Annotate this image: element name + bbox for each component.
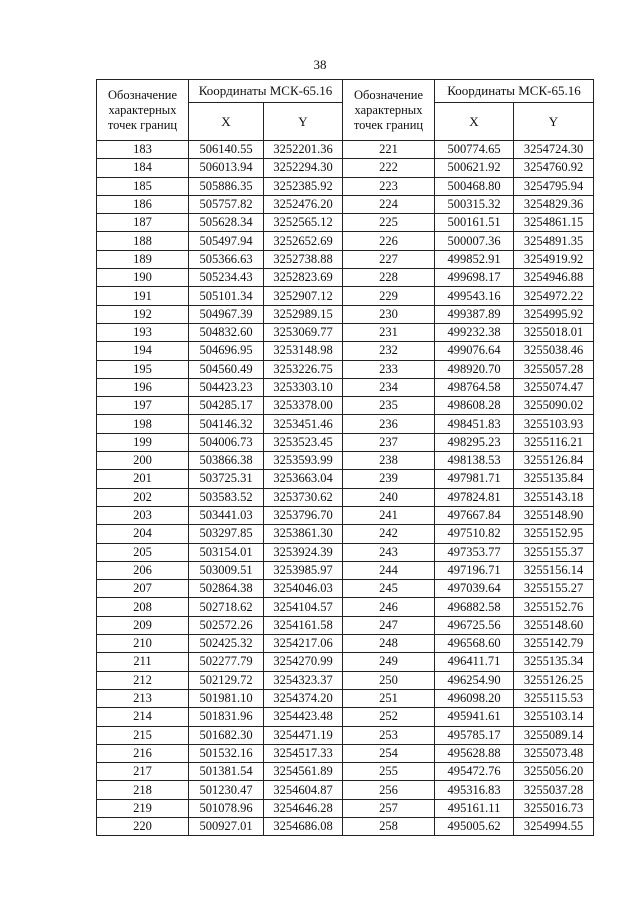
left-point-id: 206 xyxy=(97,561,189,579)
left-point-id: 218 xyxy=(97,781,189,799)
left-y-coord: 3254046.03 xyxy=(264,580,343,598)
right-y-coord: 3254994.55 xyxy=(514,817,594,835)
right-x-coord: 496568.60 xyxy=(435,635,514,653)
right-point-id: 251 xyxy=(343,689,435,707)
left-x-coord: 504560.49 xyxy=(189,360,264,378)
left-point-id: 186 xyxy=(97,195,189,213)
left-point-id: 183 xyxy=(97,141,189,159)
right-x-coord: 498920.70 xyxy=(435,360,514,378)
right-y-coord: 3254919.92 xyxy=(514,250,594,268)
left-y-coord: 3254517.33 xyxy=(264,744,343,762)
left-x-coord: 503583.52 xyxy=(189,488,264,506)
left-y-coord: 3252294.30 xyxy=(264,159,343,177)
table-row xyxy=(97,397,594,415)
table-row xyxy=(97,689,594,707)
left-x-coord: 501682.30 xyxy=(189,726,264,744)
right-y-coord: 3255155.37 xyxy=(514,543,594,561)
right-point-id: 240 xyxy=(343,488,435,506)
left-y-coord: 3253523.45 xyxy=(264,433,343,451)
right-x-coord: 498451.83 xyxy=(435,415,514,433)
coordinates-table xyxy=(96,79,594,836)
left-point-id: 185 xyxy=(97,177,189,195)
table-row xyxy=(97,360,594,378)
right-x-coord: 500315.32 xyxy=(435,195,514,213)
right-y-coord: 3255142.79 xyxy=(514,635,594,653)
right-x-coord: 497039.64 xyxy=(435,580,514,598)
left-point-id: 208 xyxy=(97,598,189,616)
left-y-coord: 3253593.99 xyxy=(264,452,343,470)
left-x-coord: 505101.34 xyxy=(189,287,264,305)
left-x-coord: 503441.03 xyxy=(189,506,264,524)
table-row xyxy=(97,744,594,762)
left-y-coord: 3254374.20 xyxy=(264,689,343,707)
left-y-coord: 3253924.39 xyxy=(264,543,343,561)
left-x-coord: 502864.38 xyxy=(189,580,264,598)
left-x-coord: 505497.94 xyxy=(189,232,264,250)
right-x-coord: 499852.91 xyxy=(435,250,514,268)
left-y-coord: 3253226.75 xyxy=(264,360,343,378)
table-row xyxy=(97,177,594,195)
left-point-id: 211 xyxy=(97,653,189,671)
table-row xyxy=(97,598,594,616)
left-point-id: 210 xyxy=(97,635,189,653)
left-point-id: 189 xyxy=(97,250,189,268)
table-row xyxy=(97,214,594,232)
left-point-id: 198 xyxy=(97,415,189,433)
right-x-coord: 499543.16 xyxy=(435,287,514,305)
right-point-id: 227 xyxy=(343,250,435,268)
left-y-coord: 3253148.98 xyxy=(264,342,343,360)
table-row xyxy=(97,470,594,488)
right-y-coord: 3255135.84 xyxy=(514,470,594,488)
right-point-id: 252 xyxy=(343,708,435,726)
left-point-id: 200 xyxy=(97,452,189,470)
table-row xyxy=(97,269,594,287)
right-y-coord: 3255126.84 xyxy=(514,452,594,470)
right-x-coord: 497353.77 xyxy=(435,543,514,561)
right-point-id: 244 xyxy=(343,561,435,579)
right-point-id: 255 xyxy=(343,763,435,781)
header-coords-group-left: Координаты МСК-65.16 xyxy=(189,80,343,103)
left-x-coord: 505886.35 xyxy=(189,177,264,195)
right-y-coord: 3255037.28 xyxy=(514,781,594,799)
left-point-id: 184 xyxy=(97,159,189,177)
left-x-coord: 501831.96 xyxy=(189,708,264,726)
left-point-id: 216 xyxy=(97,744,189,762)
left-x-coord: 502129.72 xyxy=(189,671,264,689)
table-row xyxy=(97,232,594,250)
left-y-coord: 3252201.36 xyxy=(264,141,343,159)
table-row xyxy=(97,323,594,341)
right-point-id: 256 xyxy=(343,781,435,799)
right-x-coord: 495472.76 xyxy=(435,763,514,781)
header-label-line: характерных xyxy=(354,102,423,117)
left-point-id: 204 xyxy=(97,525,189,543)
header-x-right: X xyxy=(435,103,514,141)
left-x-coord: 505234.43 xyxy=(189,269,264,287)
header-coords-group-right: Координаты МСК-65.16 xyxy=(435,80,594,103)
left-point-id: 209 xyxy=(97,616,189,634)
left-y-coord: 3254423.48 xyxy=(264,708,343,726)
right-point-id: 254 xyxy=(343,744,435,762)
left-point-id: 219 xyxy=(97,799,189,817)
right-point-id: 245 xyxy=(343,580,435,598)
header-point-label-right xyxy=(343,80,435,141)
left-y-coord: 3252476.20 xyxy=(264,195,343,213)
table-row xyxy=(97,287,594,305)
right-x-coord: 500774.65 xyxy=(435,141,514,159)
left-y-coord: 3254270.99 xyxy=(264,653,343,671)
right-point-id: 243 xyxy=(343,543,435,561)
left-y-coord: 3254161.58 xyxy=(264,616,343,634)
right-y-coord: 3255103.93 xyxy=(514,415,594,433)
left-point-id: 199 xyxy=(97,433,189,451)
left-point-id: 192 xyxy=(97,305,189,323)
right-y-coord: 3255073.48 xyxy=(514,744,594,762)
right-y-coord: 3255143.18 xyxy=(514,488,594,506)
right-x-coord: 500621.92 xyxy=(435,159,514,177)
right-point-id: 248 xyxy=(343,635,435,653)
right-y-coord: 3255126.25 xyxy=(514,671,594,689)
left-point-id: 205 xyxy=(97,543,189,561)
left-y-coord: 3254104.57 xyxy=(264,598,343,616)
header-point-label-left xyxy=(97,80,189,141)
left-x-coord: 504285.17 xyxy=(189,397,264,415)
right-point-id: 221 xyxy=(343,141,435,159)
right-y-coord: 3255057.28 xyxy=(514,360,594,378)
right-y-coord: 3254829.36 xyxy=(514,195,594,213)
right-x-coord: 495005.62 xyxy=(435,817,514,835)
right-point-id: 238 xyxy=(343,452,435,470)
left-x-coord: 504696.95 xyxy=(189,342,264,360)
left-x-coord: 503725.31 xyxy=(189,470,264,488)
right-y-coord: 3255148.60 xyxy=(514,616,594,634)
right-y-coord: 3255152.76 xyxy=(514,598,594,616)
table-row xyxy=(97,415,594,433)
left-y-coord: 3252823.69 xyxy=(264,269,343,287)
left-point-id: 187 xyxy=(97,214,189,232)
right-y-coord: 3255056.20 xyxy=(514,763,594,781)
right-point-id: 231 xyxy=(343,323,435,341)
table-row xyxy=(97,141,594,159)
right-point-id: 230 xyxy=(343,305,435,323)
left-point-id: 217 xyxy=(97,763,189,781)
right-y-coord: 3255148.90 xyxy=(514,506,594,524)
left-x-coord: 504967.39 xyxy=(189,305,264,323)
right-x-coord: 496098.20 xyxy=(435,689,514,707)
header-y-right: Y xyxy=(514,103,594,141)
right-point-id: 250 xyxy=(343,671,435,689)
table-row xyxy=(97,543,594,561)
right-point-id: 224 xyxy=(343,195,435,213)
left-y-coord: 3252907.12 xyxy=(264,287,343,305)
left-x-coord: 504006.73 xyxy=(189,433,264,451)
table-row xyxy=(97,726,594,744)
left-y-coord: 3254686.08 xyxy=(264,817,343,835)
right-x-coord: 498138.53 xyxy=(435,452,514,470)
right-x-coord: 499076.64 xyxy=(435,342,514,360)
right-point-id: 241 xyxy=(343,506,435,524)
right-y-coord: 3255038.46 xyxy=(514,342,594,360)
left-y-coord: 3253663.04 xyxy=(264,470,343,488)
right-y-coord: 3254891.35 xyxy=(514,232,594,250)
right-y-coord: 3255103.14 xyxy=(514,708,594,726)
right-x-coord: 496882.58 xyxy=(435,598,514,616)
right-x-coord: 496254.90 xyxy=(435,671,514,689)
right-point-id: 253 xyxy=(343,726,435,744)
left-y-coord: 3254323.37 xyxy=(264,671,343,689)
right-x-coord: 499387.89 xyxy=(435,305,514,323)
left-y-coord: 3253303.10 xyxy=(264,378,343,396)
left-point-id: 190 xyxy=(97,269,189,287)
right-y-coord: 3255156.14 xyxy=(514,561,594,579)
left-x-coord: 504146.32 xyxy=(189,415,264,433)
right-x-coord: 499232.38 xyxy=(435,323,514,341)
left-point-id: 188 xyxy=(97,232,189,250)
left-x-coord: 505628.34 xyxy=(189,214,264,232)
header-label-line: Обозначение xyxy=(107,87,178,102)
left-y-coord: 3252738.88 xyxy=(264,250,343,268)
left-y-coord: 3253069.77 xyxy=(264,323,343,341)
left-y-coord: 3254471.19 xyxy=(264,726,343,744)
right-y-coord: 3255090.02 xyxy=(514,397,594,415)
header-x-left: X xyxy=(189,103,264,141)
right-point-id: 235 xyxy=(343,397,435,415)
right-x-coord: 498608.28 xyxy=(435,397,514,415)
header-label-line: точек границ xyxy=(107,117,178,132)
right-x-coord: 498295.23 xyxy=(435,433,514,451)
left-y-coord: 3253985.97 xyxy=(264,561,343,579)
left-x-coord: 506140.55 xyxy=(189,141,264,159)
left-y-coord: 3252385.92 xyxy=(264,177,343,195)
right-y-coord: 3255074.47 xyxy=(514,378,594,396)
right-point-id: 234 xyxy=(343,378,435,396)
left-point-id: 207 xyxy=(97,580,189,598)
right-y-coord: 3254972.22 xyxy=(514,287,594,305)
table-row xyxy=(97,616,594,634)
right-point-id: 249 xyxy=(343,653,435,671)
table-row xyxy=(97,653,594,671)
right-x-coord: 495941.61 xyxy=(435,708,514,726)
right-y-coord: 3255135.34 xyxy=(514,653,594,671)
left-y-coord: 3253796.70 xyxy=(264,506,343,524)
left-y-coord: 3253861.30 xyxy=(264,525,343,543)
left-y-coord: 3254604.87 xyxy=(264,781,343,799)
right-x-coord: 500007.36 xyxy=(435,232,514,250)
right-y-coord: 3255016.73 xyxy=(514,799,594,817)
left-point-id: 202 xyxy=(97,488,189,506)
table-row xyxy=(97,799,594,817)
left-x-coord: 501532.16 xyxy=(189,744,264,762)
table-row xyxy=(97,635,594,653)
table-row xyxy=(97,561,594,579)
right-y-coord: 3254946.88 xyxy=(514,269,594,287)
left-point-id: 195 xyxy=(97,360,189,378)
right-y-coord: 3255155.27 xyxy=(514,580,594,598)
right-x-coord: 496725.56 xyxy=(435,616,514,634)
right-point-id: 223 xyxy=(343,177,435,195)
left-x-coord: 505366.63 xyxy=(189,250,264,268)
table-row xyxy=(97,378,594,396)
right-x-coord: 500468.80 xyxy=(435,177,514,195)
right-point-id: 229 xyxy=(343,287,435,305)
left-point-id: 213 xyxy=(97,689,189,707)
table-row xyxy=(97,488,594,506)
right-x-coord: 495316.83 xyxy=(435,781,514,799)
right-y-coord: 3255018.01 xyxy=(514,323,594,341)
right-point-id: 239 xyxy=(343,470,435,488)
right-x-coord: 499698.17 xyxy=(435,269,514,287)
right-y-coord: 3255115.53 xyxy=(514,689,594,707)
left-point-id: 203 xyxy=(97,506,189,524)
right-y-coord: 3254861.15 xyxy=(514,214,594,232)
table-row xyxy=(97,305,594,323)
right-point-id: 236 xyxy=(343,415,435,433)
left-point-id: 214 xyxy=(97,708,189,726)
right-point-id: 246 xyxy=(343,598,435,616)
header-label-line: характерных xyxy=(108,102,177,117)
right-x-coord: 497510.82 xyxy=(435,525,514,543)
right-point-id: 247 xyxy=(343,616,435,634)
left-x-coord: 503297.85 xyxy=(189,525,264,543)
table-row xyxy=(97,817,594,835)
right-point-id: 225 xyxy=(343,214,435,232)
right-y-coord: 3254995.92 xyxy=(514,305,594,323)
left-y-coord: 3253451.46 xyxy=(264,415,343,433)
table-row xyxy=(97,781,594,799)
left-y-coord: 3254217.06 xyxy=(264,635,343,653)
header-label-line: точек границ xyxy=(353,117,424,132)
left-y-coord: 3254561.89 xyxy=(264,763,343,781)
left-x-coord: 502572.26 xyxy=(189,616,264,634)
right-point-id: 257 xyxy=(343,799,435,817)
table-body xyxy=(97,141,594,836)
right-x-coord: 495785.17 xyxy=(435,726,514,744)
header-y-left: Y xyxy=(264,103,343,141)
right-point-id: 242 xyxy=(343,525,435,543)
right-x-coord: 495161.11 xyxy=(435,799,514,817)
right-x-coord: 498764.58 xyxy=(435,378,514,396)
table-row xyxy=(97,250,594,268)
left-x-coord: 503009.51 xyxy=(189,561,264,579)
table-row xyxy=(97,342,594,360)
left-x-coord: 501230.47 xyxy=(189,781,264,799)
left-y-coord: 3254646.28 xyxy=(264,799,343,817)
left-point-id: 191 xyxy=(97,287,189,305)
table-row xyxy=(97,433,594,451)
table-row xyxy=(97,763,594,781)
left-point-id: 194 xyxy=(97,342,189,360)
left-point-id: 197 xyxy=(97,397,189,415)
left-x-coord: 502425.32 xyxy=(189,635,264,653)
right-point-id: 237 xyxy=(343,433,435,451)
left-point-id: 196 xyxy=(97,378,189,396)
right-x-coord: 497981.71 xyxy=(435,470,514,488)
right-x-coord: 495628.88 xyxy=(435,744,514,762)
table-row xyxy=(97,708,594,726)
right-y-coord: 3255152.95 xyxy=(514,525,594,543)
left-x-coord: 504832.60 xyxy=(189,323,264,341)
right-y-coord: 3254760.92 xyxy=(514,159,594,177)
left-y-coord: 3252989.15 xyxy=(264,305,343,323)
left-point-id: 212 xyxy=(97,671,189,689)
table-row xyxy=(97,580,594,598)
left-x-coord: 500927.01 xyxy=(189,817,264,835)
left-y-coord: 3252652.69 xyxy=(264,232,343,250)
right-x-coord: 497667.84 xyxy=(435,506,514,524)
table-row xyxy=(97,452,594,470)
right-y-coord: 3254795.94 xyxy=(514,177,594,195)
left-x-coord: 502718.62 xyxy=(189,598,264,616)
right-y-coord: 3255089.14 xyxy=(514,726,594,744)
left-point-id: 215 xyxy=(97,726,189,744)
left-y-coord: 3252565.12 xyxy=(264,214,343,232)
left-point-id: 220 xyxy=(97,817,189,835)
left-x-coord: 502277.79 xyxy=(189,653,264,671)
table-row xyxy=(97,671,594,689)
right-y-coord: 3255116.21 xyxy=(514,433,594,451)
page-number: 38 xyxy=(313,57,327,72)
right-point-id: 222 xyxy=(343,159,435,177)
left-point-id: 193 xyxy=(97,323,189,341)
right-point-id: 226 xyxy=(343,232,435,250)
left-x-coord: 506013.94 xyxy=(189,159,264,177)
left-x-coord: 503866.38 xyxy=(189,452,264,470)
left-x-coord: 501078.96 xyxy=(189,799,264,817)
table-row xyxy=(97,506,594,524)
left-y-coord: 3253730.62 xyxy=(264,488,343,506)
table-row xyxy=(97,159,594,177)
right-point-id: 233 xyxy=(343,360,435,378)
table-row xyxy=(97,195,594,213)
left-x-coord: 501381.54 xyxy=(189,763,264,781)
left-x-coord: 504423.23 xyxy=(189,378,264,396)
right-point-id: 258 xyxy=(343,817,435,835)
right-x-coord: 500161.51 xyxy=(435,214,514,232)
left-x-coord: 503154.01 xyxy=(189,543,264,561)
right-point-id: 228 xyxy=(343,269,435,287)
right-y-coord: 3254724.30 xyxy=(514,141,594,159)
left-y-coord: 3253378.00 xyxy=(264,397,343,415)
left-x-coord: 501981.10 xyxy=(189,689,264,707)
right-x-coord: 497196.71 xyxy=(435,561,514,579)
right-x-coord: 497824.81 xyxy=(435,488,514,506)
right-x-coord: 496411.71 xyxy=(435,653,514,671)
table-row xyxy=(97,525,594,543)
header-label-line: Обозначение xyxy=(353,87,424,102)
left-x-coord: 505757.82 xyxy=(189,195,264,213)
left-point-id: 201 xyxy=(97,470,189,488)
right-point-id: 232 xyxy=(343,342,435,360)
